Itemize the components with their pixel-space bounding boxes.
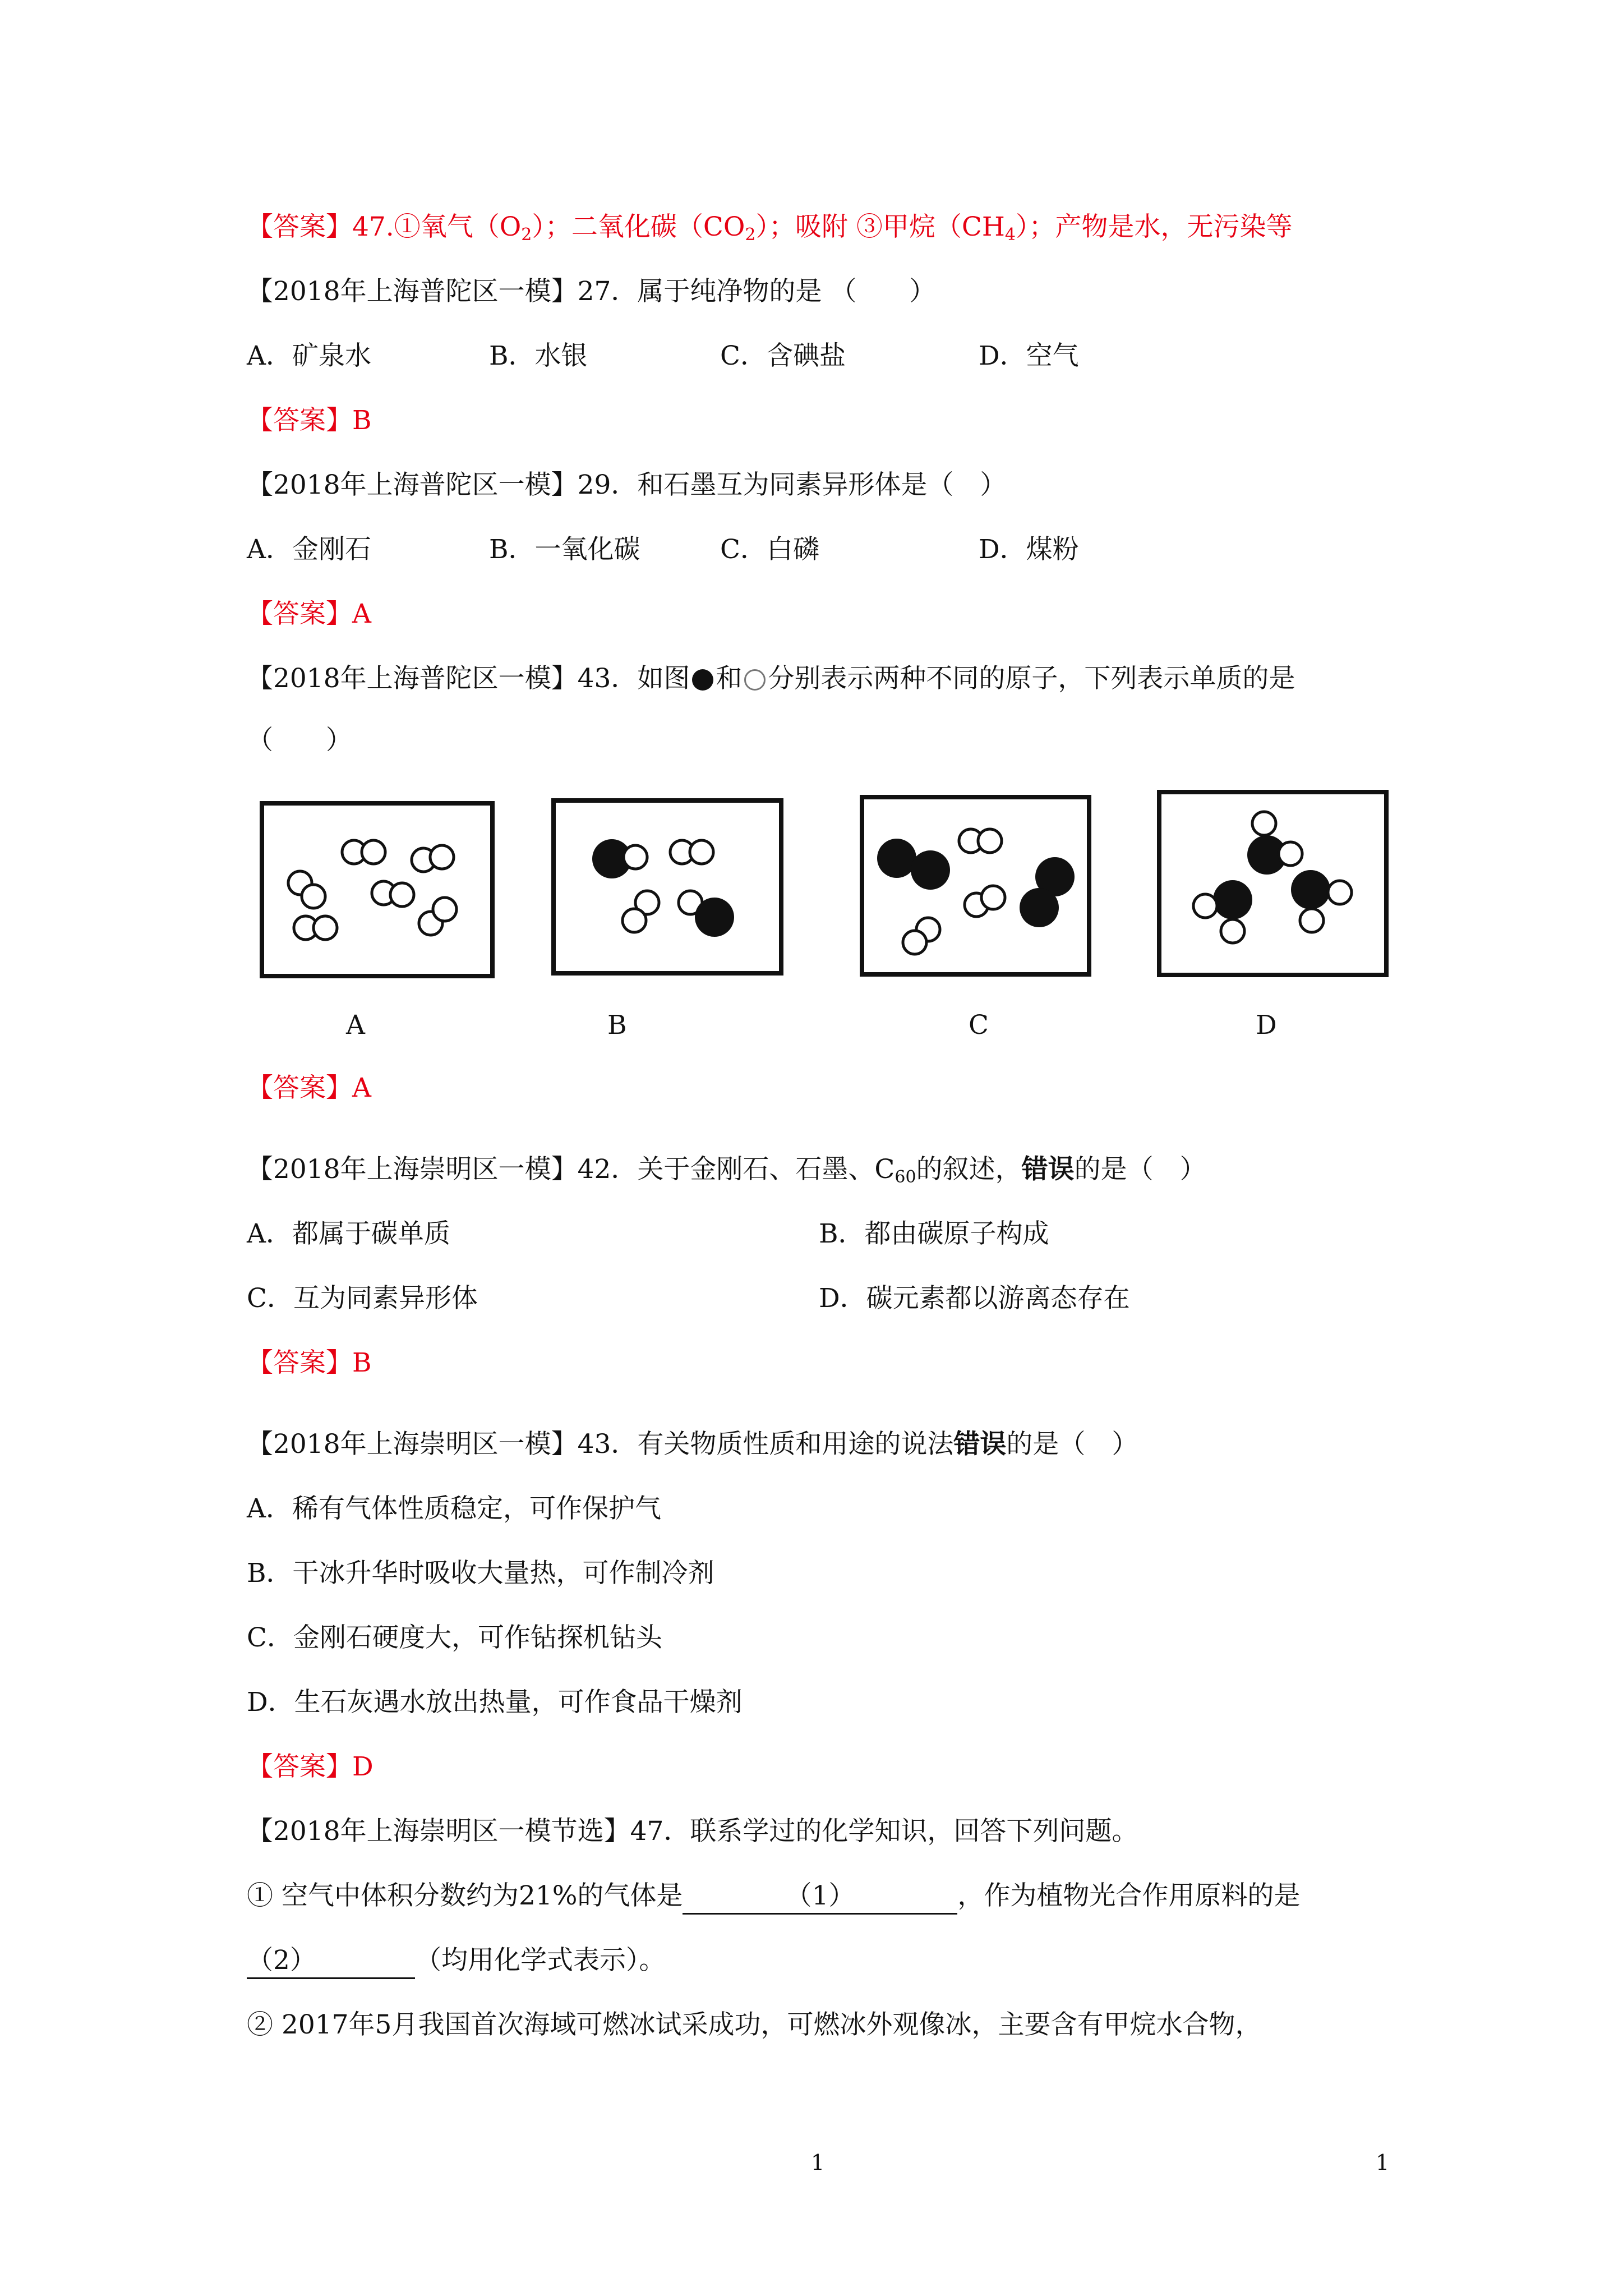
option-c: C．互为同素异形体 xyxy=(247,1283,478,1314)
answer-47-prev xyxy=(247,210,1292,244)
option-d: D．煤粉 xyxy=(979,534,1079,565)
subscript: 60 xyxy=(895,1167,916,1187)
answer-27 xyxy=(247,404,372,438)
question-42-stem xyxy=(247,1153,1206,1186)
page-number-center: 1 xyxy=(811,2150,825,2175)
answer-text: 47.①氧气（O xyxy=(352,211,522,242)
figure-b-molecules xyxy=(556,803,779,971)
stem-text: ① 空气中体积分数约为21%的气体是 xyxy=(247,1880,683,1911)
option-b: B．都由碳原子构成 xyxy=(819,1218,1049,1249)
figure-box-d xyxy=(1157,790,1389,977)
option-d: D．生石灰遇水放出热量，可作食品干燥剂 xyxy=(247,1687,743,1718)
stem-emphasis: 错误 xyxy=(1021,1154,1075,1185)
stem-text: 的叙述， xyxy=(916,1154,1022,1185)
question-43-stem xyxy=(247,662,1295,696)
option-c: C．金刚石硬度大，可作钻探机钻头 xyxy=(247,1622,662,1653)
answer-text: ）；二氧化碳（CO xyxy=(532,211,745,242)
figure-label-c: C xyxy=(969,1010,989,1041)
figure-label-b: B xyxy=(607,1010,627,1041)
option-b: B．一氧化碳 xyxy=(489,534,640,565)
black-atom-icon xyxy=(692,669,713,691)
subscript: 4 xyxy=(1004,225,1016,245)
answer-text: ）；吸附 ③甲烷（CH xyxy=(755,211,1005,242)
option-d: D．空气 xyxy=(979,341,1079,371)
option-c: C．白磷 xyxy=(720,534,819,565)
answer-label: 【答案】 xyxy=(247,1347,352,1378)
answer-43 xyxy=(247,1071,371,1105)
answer-value: D xyxy=(352,1751,374,1782)
figure-box-a xyxy=(260,801,495,978)
question-47-stem: 【2018年上海崇明区一模节选】47．联系学过的化学知识，回答下列问题。 xyxy=(247,1816,1138,1847)
stem-emphasis: 错误 xyxy=(953,1429,1007,1460)
figure-label-d: D xyxy=(1256,1010,1277,1041)
answer-blank-2[interactable]: （2） xyxy=(247,1944,415,1979)
stem-text: （均用化学式表示）。 xyxy=(415,1945,666,1976)
option-b: B．干冰升华时吸收大量热，可作制冷剂 xyxy=(247,1558,714,1589)
option-a: A．矿泉水 xyxy=(247,341,371,371)
figure-box-b xyxy=(551,798,783,976)
answer-value: B xyxy=(352,1347,372,1378)
answer-label: 【答案】 xyxy=(247,405,352,436)
option-b: B．水银 xyxy=(489,341,588,371)
answer-blank-1[interactable]: （1） xyxy=(683,1879,957,1915)
white-atom-icon xyxy=(744,669,766,691)
answer-value: B xyxy=(352,405,372,436)
question-43b-stem xyxy=(247,1428,1138,1461)
stem-text: 的是（ ） xyxy=(1006,1429,1138,1460)
answer-43b xyxy=(247,1750,374,1784)
question-47-item-1 xyxy=(247,1879,1300,1915)
answer-29 xyxy=(247,597,371,631)
figure-label-a: A xyxy=(346,1010,365,1041)
figure-c-molecules xyxy=(864,799,1087,972)
answer-label: 【答案】 xyxy=(247,211,352,242)
answer-42 xyxy=(247,1346,372,1380)
subscript: 2 xyxy=(521,225,532,245)
stem-text: 【2018年上海普陀区一模】43．如图 xyxy=(247,663,690,694)
option-c: C．含碘盐 xyxy=(720,341,846,371)
option-d: D．碳元素都以游离态存在 xyxy=(819,1283,1130,1314)
question-47-item-2: ② 2017年5月我国首次海域可燃冰试采成功，可燃冰外观像冰，主要含有甲烷水合物， xyxy=(247,2009,1262,2040)
stem-text: 【2018年上海崇明区一模】42．关于金刚石、石墨、C xyxy=(247,1154,895,1185)
answer-value: A xyxy=(352,599,371,629)
question-29-stem: 【2018年上海普陀区一模】29．和石墨互为同素异形体是（ ） xyxy=(247,470,1007,500)
stem-text: ，作为植物光合作用原料的是 xyxy=(957,1880,1301,1911)
answer-label: 【答案】 xyxy=(247,1751,352,1782)
answer-label: 【答案】 xyxy=(247,599,352,629)
answer-label: 【答案】 xyxy=(247,1073,352,1103)
answer-text: ）；产物是水，无污染等 xyxy=(1015,211,1293,242)
question-27-stem: 【2018年上海普陀区一模】27．属于纯净物的是 （ ） xyxy=(247,276,936,307)
question-43-blank: （ ） xyxy=(247,725,352,756)
option-a: A．都属于碳单质 xyxy=(247,1218,450,1249)
page-number-right: 1 xyxy=(1376,2150,1390,2175)
stem-text: 分别表示两种不同的原子，下列表示单质的是 xyxy=(768,663,1295,694)
stem-text: 和 xyxy=(716,663,743,694)
figure-a-molecules xyxy=(264,806,490,974)
question-47-item-1-cont xyxy=(247,1944,666,1979)
stem-text: 【2018年上海崇明区一模】43．有关物质性质和用途的说法 xyxy=(247,1429,954,1460)
answer-value: A xyxy=(352,1073,371,1103)
subscript: 2 xyxy=(745,225,756,245)
option-a: A．金刚石 xyxy=(247,534,371,565)
option-a: A．稀有气体性质稳定，可作保护气 xyxy=(247,1493,661,1524)
figure-box-c xyxy=(860,795,1091,977)
figure-d-molecules xyxy=(1161,794,1384,973)
stem-text: 的是（ ） xyxy=(1074,1154,1206,1185)
